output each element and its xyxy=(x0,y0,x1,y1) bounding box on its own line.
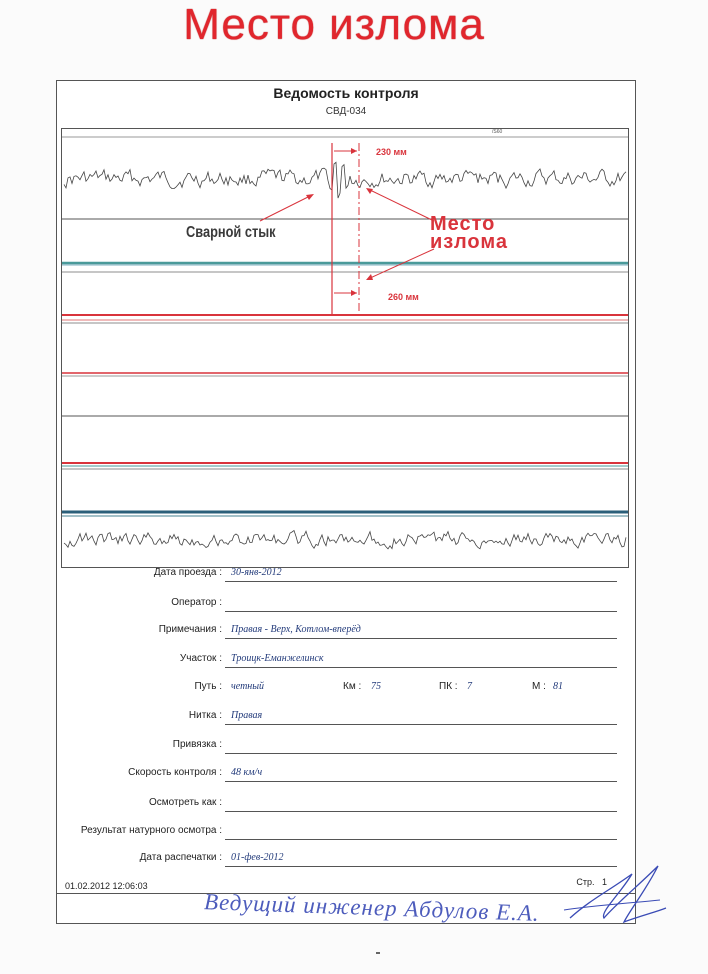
page-headline: Место излома xyxy=(183,0,485,49)
m-label: М : xyxy=(532,681,546,692)
engineer-signature: Ведущий инженер Абдулов Е.А. xyxy=(203,889,541,926)
date-label: Дата проезда : xyxy=(153,567,222,578)
path-value: четный xyxy=(231,681,265,692)
form-row-notes xyxy=(57,624,635,642)
notes-label: Примечания : xyxy=(158,624,222,635)
path-label: Путь : xyxy=(194,681,222,692)
result-line xyxy=(225,839,617,840)
m-value: 81 xyxy=(553,681,563,692)
inspect-label: Осмотреть как : xyxy=(148,797,222,808)
fracture-label xyxy=(430,215,508,251)
binding-label: Привязка : xyxy=(172,739,222,750)
rail-line xyxy=(225,724,617,725)
weld-pointer-head xyxy=(306,194,314,200)
operator-label: Оператор : xyxy=(171,597,222,608)
page-number-value: 1 xyxy=(601,877,607,887)
print-date-value: 01-фев-2012 xyxy=(231,852,284,863)
print-timestamp: 01.02.2012 12:06:03 xyxy=(65,881,148,891)
km-label: Км : xyxy=(343,681,362,692)
signal-trace-top xyxy=(64,162,626,198)
section-line xyxy=(225,667,617,668)
defectogram-svg xyxy=(62,129,628,567)
operator-line xyxy=(225,611,617,612)
control-sheet xyxy=(56,80,636,924)
form-row-operator xyxy=(57,597,635,615)
dim-label-260: 260 мм xyxy=(388,292,419,302)
fracture-label-line1: Место xyxy=(430,213,496,235)
speed-line xyxy=(225,781,617,782)
weld-joint-label: Сварной стык xyxy=(186,224,276,241)
binding-line xyxy=(225,753,617,754)
rail-label: Нитка : xyxy=(188,710,222,721)
chart-tag: /S60 xyxy=(492,129,503,135)
form-row-rail xyxy=(57,710,635,728)
speed-label: Скорость контроля : xyxy=(128,767,222,778)
inspect-line xyxy=(225,811,617,812)
weld-pointer xyxy=(260,195,312,221)
fracture-pointer-down-head xyxy=(366,274,373,280)
print-date-line xyxy=(225,866,617,867)
fracture-label-line2: излома xyxy=(430,231,509,253)
signature-flourish xyxy=(560,860,670,930)
fracture-pointer-up xyxy=(368,189,434,221)
dim-arrowhead-bottom xyxy=(351,290,357,296)
scan-speck xyxy=(376,952,380,954)
pk-label: ПК : xyxy=(439,681,458,692)
page-number-label: Стр. xyxy=(576,877,595,887)
signal-trace-bottom xyxy=(64,531,626,549)
dim-label-230: 230 мм xyxy=(376,147,407,157)
notes-line xyxy=(225,638,617,639)
date-value: 30-янв-2012 xyxy=(231,567,282,578)
form-row-path xyxy=(57,681,635,699)
form-row-speed xyxy=(57,767,635,785)
form-row-section xyxy=(57,653,635,671)
dim-arrowhead-top xyxy=(351,148,357,154)
pk-value: 7 xyxy=(467,681,472,692)
km-value: 75 xyxy=(371,681,381,692)
form-row-binding xyxy=(57,739,635,757)
flourish-stroke-1 xyxy=(570,866,666,922)
print-date-label: Дата распечатки : xyxy=(139,852,222,863)
defectogram-chart xyxy=(61,128,629,568)
result-label: Результат натурного осмотра : xyxy=(80,825,222,836)
speed-value: 48 км/ч xyxy=(231,767,263,778)
rail-value: Правая xyxy=(231,710,263,721)
sheet-title: Ведомость контроля xyxy=(273,85,419,101)
form-row-date xyxy=(57,567,635,585)
form-row-print-date xyxy=(57,852,635,870)
section-label: Участок : xyxy=(179,653,222,664)
date-line xyxy=(225,581,617,582)
sheet-code: СВД-034 xyxy=(325,106,367,117)
section-value: Троицк-Еманжелинск xyxy=(231,653,324,664)
notes-value: Правая - Верх, Котлом-вперёд xyxy=(231,624,361,635)
form-row-result xyxy=(57,825,635,843)
form-row-inspect xyxy=(57,797,635,815)
